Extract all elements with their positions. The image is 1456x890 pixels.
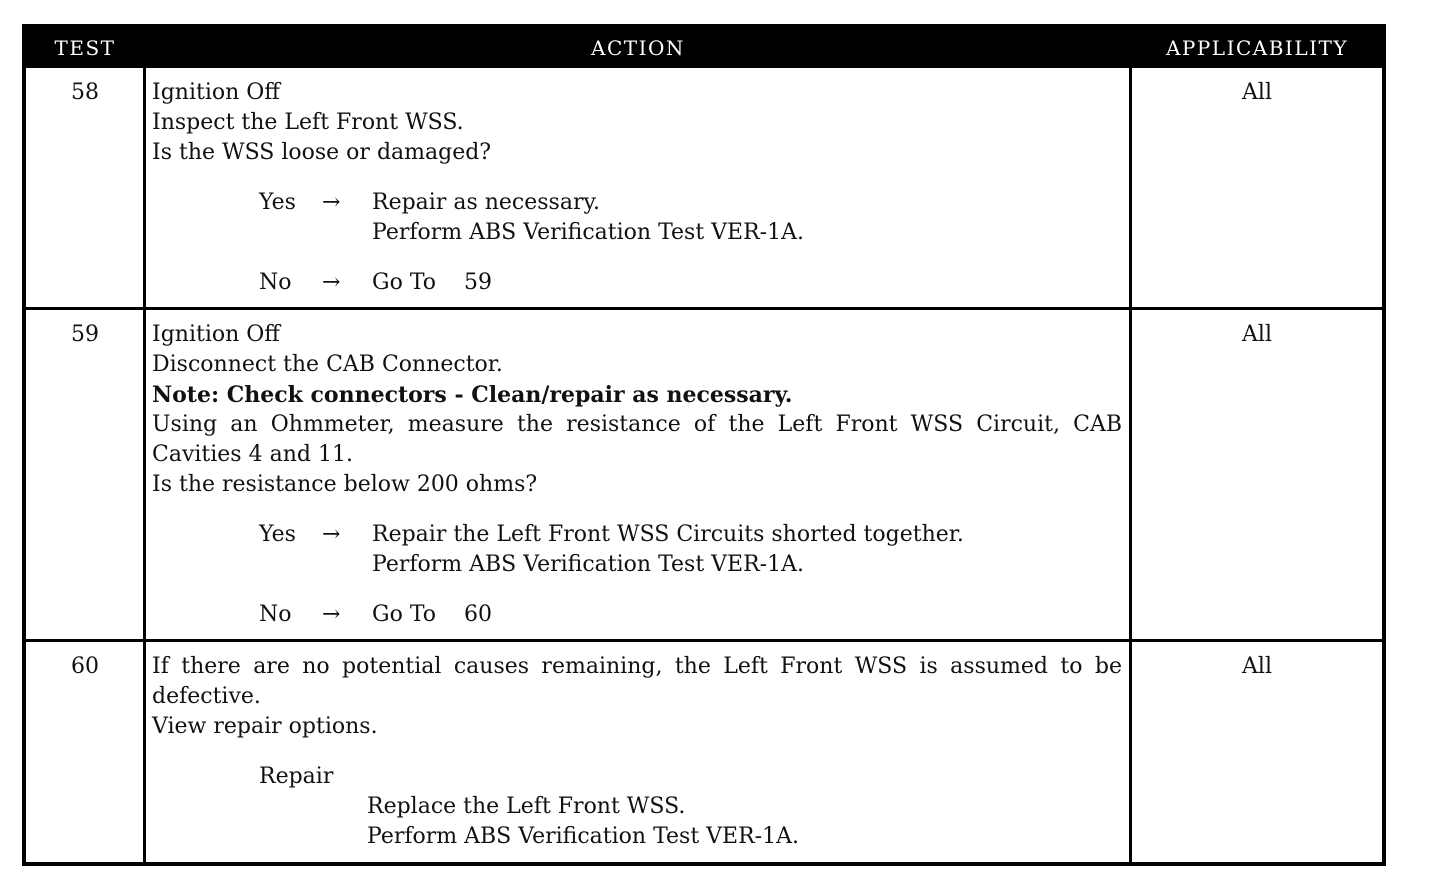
applicability-cell: All bbox=[1242, 80, 1272, 105]
table-row bbox=[26, 310, 1382, 639]
test-number: 58 bbox=[71, 80, 99, 105]
instruction-paragraph: If there are no potential causes remaining, the Left Front WSS is assumed to be defective. bbox=[152, 654, 1122, 709]
action-cell bbox=[152, 652, 1122, 852]
no-label: No bbox=[259, 270, 292, 295]
header-test: TEST bbox=[54, 36, 116, 60]
action-cell bbox=[152, 320, 1122, 630]
table-row bbox=[26, 68, 1382, 307]
action-line: Ignition Off bbox=[152, 80, 280, 105]
action-line: Ignition Off bbox=[152, 322, 280, 347]
repair-item: Replace the Left Front WSS. bbox=[367, 794, 686, 819]
yes-action-text: Repair the Left Front WSS Circuits shorted together. bbox=[372, 522, 964, 547]
action-line: Disconnect the CAB Connector. bbox=[152, 352, 503, 377]
applicability-cell: All bbox=[1242, 654, 1272, 679]
header-applicability: APPLICABILITY bbox=[1165, 36, 1349, 60]
yes-branch bbox=[152, 188, 1122, 218]
applicability-cell: All bbox=[1242, 322, 1272, 347]
test-number: 59 bbox=[71, 322, 99, 347]
test-number: 60 bbox=[71, 654, 99, 679]
right-arrow-icon: → bbox=[322, 190, 341, 215]
yes-label: Yes bbox=[259, 190, 296, 215]
goto-target: 60 bbox=[464, 602, 492, 627]
yes-action-text: Perform ABS Verification Test VER-1A. bbox=[372, 552, 804, 577]
right-arrow-icon: → bbox=[322, 602, 341, 627]
no-label: No bbox=[259, 602, 292, 627]
action-line: View repair options. bbox=[152, 714, 378, 739]
instruction-paragraph: Using an Ohmmeter, measure the resistance of the Left Front WSS Circuit, CAB Cavities 4 and 11. bbox=[152, 412, 1122, 467]
yes-action-text: Repair as necessary. bbox=[372, 190, 600, 215]
repair-item: Perform ABS Verification Test VER-1A. bbox=[367, 824, 799, 849]
question-text: Is the resistance below 200 ohms? bbox=[152, 472, 538, 497]
header-action: ACTION bbox=[591, 36, 685, 60]
right-arrow-icon: → bbox=[322, 522, 341, 547]
no-branch bbox=[152, 600, 1122, 630]
goto-text: Go To bbox=[372, 602, 437, 627]
action-line: Inspect the Left Front WSS. bbox=[152, 110, 464, 135]
goto-target: 59 bbox=[464, 270, 492, 295]
repair-label: Repair bbox=[259, 764, 334, 789]
diagnostic-test-table bbox=[22, 24, 1386, 866]
table-row bbox=[26, 642, 1382, 866]
action-line: Is the WSS loose or damaged? bbox=[152, 140, 492, 165]
yes-branch bbox=[152, 520, 1122, 550]
note-text: Note: Check connectors - Clean/repair as necessary. bbox=[152, 382, 793, 408]
right-arrow-icon: → bbox=[322, 270, 341, 295]
no-branch bbox=[152, 268, 1122, 298]
yes-action-text: Perform ABS Verification Test VER-1A. bbox=[372, 220, 804, 245]
yes-label: Yes bbox=[259, 522, 296, 547]
table-header bbox=[26, 28, 1382, 68]
action-cell bbox=[152, 78, 1122, 298]
goto-text: Go To bbox=[372, 270, 437, 295]
